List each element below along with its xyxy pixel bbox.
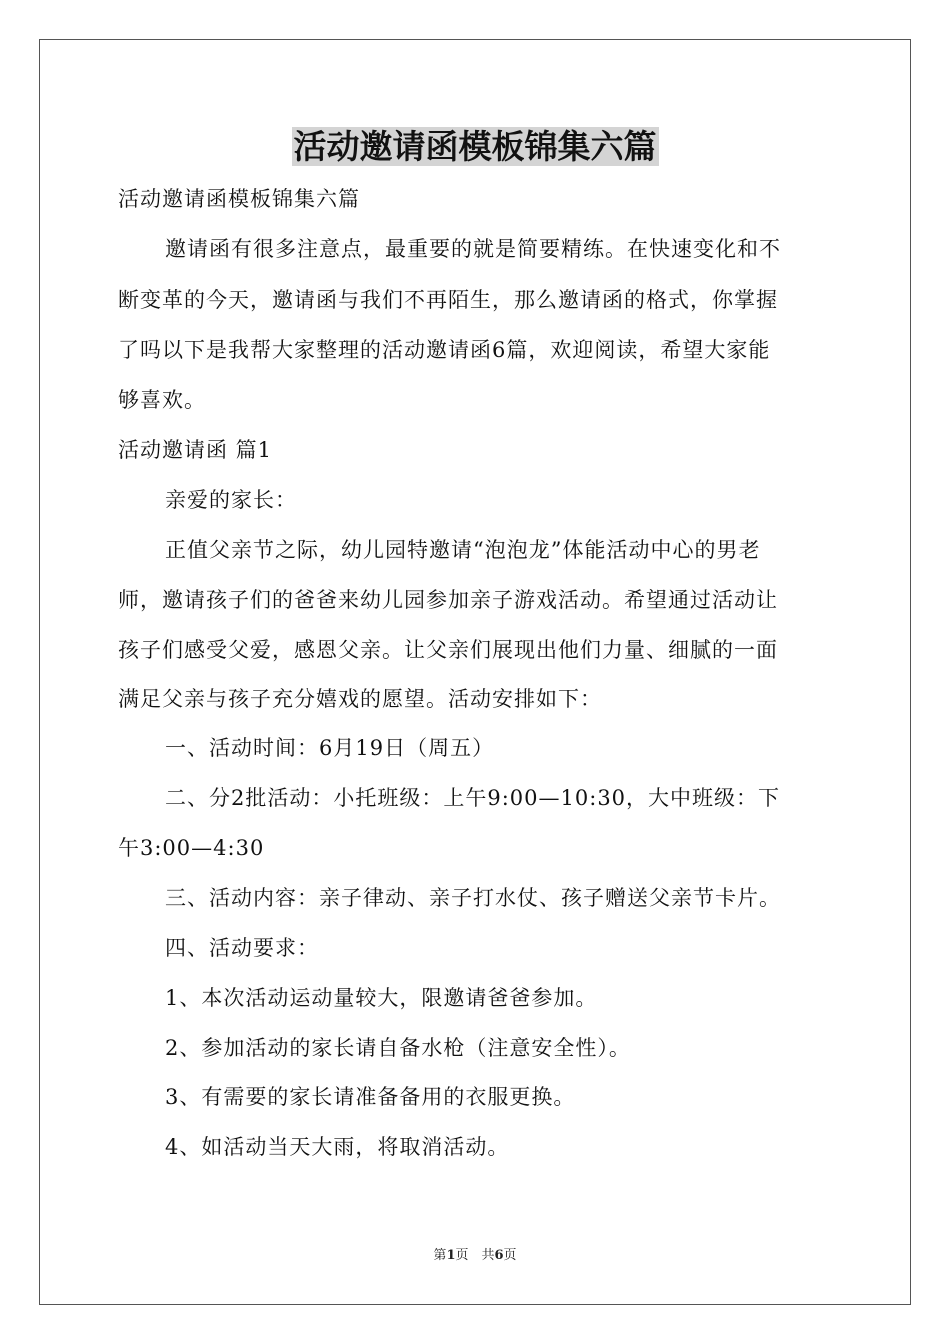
- requirement-item: 3、有需要的家长请准备备用的衣服更换。: [165, 1085, 576, 1109]
- section-heading: 活动邀请函 篇1: [118, 438, 273, 462]
- schedule-item-requirements: 四、活动要求：: [165, 936, 319, 960]
- intro-line-1: 邀请函有很多注意点，最重要的就是简要精练。在快速变化和不: [165, 237, 781, 261]
- requirement-item: 4、如活动当天大雨，将取消活动。: [165, 1135, 510, 1159]
- schedule-item-time: 一、活动时间：6月19日（周五）: [165, 736, 495, 760]
- schedule-item-content: 三、活动内容：亲子律动、亲子打水仗、孩子赠送父亲节卡片。: [165, 886, 781, 910]
- body-line-3: 孩子们感受父爱，感恩父亲。让父亲们展现出他们力量、细腻的一面: [118, 638, 778, 662]
- requirement-item: 2、参加活动的家长请自备水枪（注意安全性）。: [165, 1036, 631, 1060]
- footer-page-total: 6: [494, 1248, 504, 1263]
- footer-page-prefix: 第: [433, 1248, 447, 1263]
- body-line-4: 满足父亲与孩子充分嬉戏的愿望。活动安排如下：: [118, 687, 602, 711]
- document-title: [0, 122, 950, 172]
- document-subtitle: 活动邀请函模板锦集六篇: [118, 187, 360, 211]
- footer-page-suffix: 页 共: [455, 1248, 495, 1263]
- document-title-text: 活动邀请函模板锦集六篇: [293, 127, 657, 166]
- salutation: 亲爱的家长：: [165, 488, 297, 512]
- schedule-item-batches: 二、分2批活动：小托班级：上午9:00—10:30，大中班级：下: [165, 786, 781, 810]
- body-line-2: 师，邀请孩子们的爸爸来幼儿园参加亲子游戏活动。希望通过活动让: [118, 588, 778, 612]
- intro-line-3: 了吗以下是我帮大家整理的活动邀请函6篇，欢迎阅读，希望大家能: [118, 338, 771, 362]
- intro-line-2: 断变革的今天，邀请函与我们不再陌生，那么邀请函的格式，你掌握: [118, 288, 778, 312]
- body-line-1: 正值父亲节之际，幼儿园特邀请“泡泡龙”体能活动中心的男老: [165, 538, 761, 562]
- intro-line-4: 够喜欢。: [118, 388, 206, 412]
- footer-page-end: 页: [503, 1248, 517, 1263]
- page-footer: [0, 1246, 950, 1266]
- requirement-item: 1、本次活动运动量较大，限邀请爸爸参加。: [165, 986, 598, 1010]
- schedule-item-batches-cont: 午3:00—4:30: [118, 836, 265, 860]
- footer-page-current: 1: [446, 1248, 456, 1263]
- page-frame: [39, 39, 911, 1305]
